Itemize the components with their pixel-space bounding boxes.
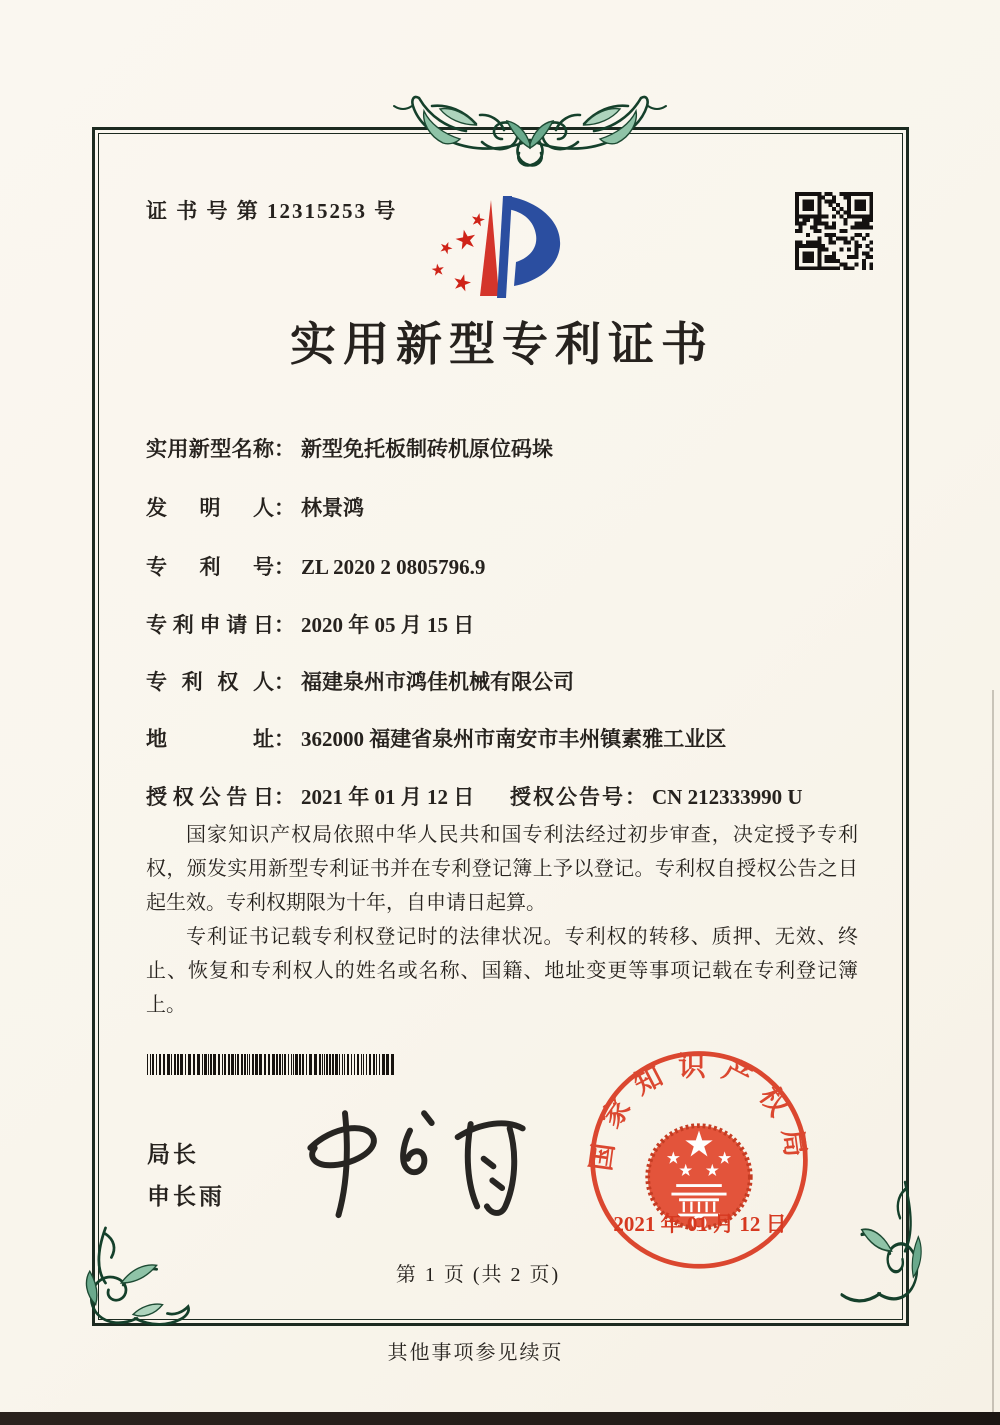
seal-date: 2021 年 01 月 12 日 xyxy=(613,1212,787,1236)
field-row-patentee xyxy=(146,666,858,696)
legal-paragraph-2: 专利证书记载专利权登记时的法律状况。专利权的转移、质押、无效、终止、恢复和专利权人的姓名或名称、国籍、地址变更等事项记载在专利登记簿上。 xyxy=(146,926,858,1016)
field-colon: ： xyxy=(274,670,295,694)
seal-text: 国家知识产权局 xyxy=(585,1050,813,1173)
field-value: 362000 福建省泉州市南安市丰州镇素雅工业区 xyxy=(301,727,727,751)
field-value: 新型免托板制砖机原位码垛 xyxy=(301,437,553,461)
field-value: 林景鸿 xyxy=(301,496,364,520)
field-value: ZL 2020 2 0805796.9 xyxy=(301,555,486,579)
field-colon: ： xyxy=(274,727,295,751)
field-row-inventor xyxy=(146,492,858,522)
barcode xyxy=(147,1054,399,1075)
legal-text-block xyxy=(146,818,858,1022)
director-title: 局长 xyxy=(147,1141,199,1167)
field-row-address xyxy=(146,723,858,753)
field-grant-number xyxy=(510,781,803,811)
field-value: 福建泉州市鸿佳机械有限公司 xyxy=(301,670,574,694)
field-colon: ： xyxy=(274,785,295,809)
field-label: 专利权人 xyxy=(146,670,274,694)
field-row-filing-date xyxy=(146,609,858,639)
field-row-grant xyxy=(146,781,858,811)
scan-bottom-band xyxy=(0,1412,1000,1425)
scan-edge-shadow xyxy=(992,690,994,1412)
field-value: 2020 年 05 月 15 日 xyxy=(301,613,475,637)
field-label: 发明人 xyxy=(146,496,274,520)
continuation-note: 其他事项参见续页 xyxy=(387,1342,564,1364)
field-label: 实用新型名称 xyxy=(146,437,274,461)
page-number: 第 1 页 (共 2 页) xyxy=(395,1264,561,1286)
field-row-utility-model-name xyxy=(146,433,858,463)
legal-paragraph-1: 国家知识产权局依照中华人民共和国专利法经过初步审查，决定授予专利权，颁发实用新型专利证书并在专利登记簿上予以登记。专利权自授权公告之日起生效。专利权期限为十年，自申请日起算。 xyxy=(146,824,858,914)
field-colon: ： xyxy=(274,613,295,637)
field-label: 授权公告日 xyxy=(146,785,274,809)
certificate-title: 实用新型专利证书 xyxy=(290,319,714,370)
field-label: 授权公告号 xyxy=(510,785,625,809)
field-colon: ： xyxy=(274,555,295,579)
field-colon: ： xyxy=(625,785,646,809)
director-signature xyxy=(280,1098,540,1226)
field-colon: ： xyxy=(274,496,295,520)
field-row-patent-number xyxy=(146,551,858,581)
director-name: 申长雨 xyxy=(147,1183,225,1209)
field-label: 地址 xyxy=(146,727,274,751)
field-label: 专利号 xyxy=(146,555,274,579)
field-colon: ： xyxy=(274,437,295,461)
field-label: 专利申请日 xyxy=(146,613,274,637)
field-value: CN 212333990 U xyxy=(652,785,803,809)
cnipa-logo-icon xyxy=(424,184,572,310)
field-value: 2021 年 01 月 12 日 xyxy=(301,785,475,809)
qr-code xyxy=(795,192,873,270)
certificate-number: 证 书 号 第 12315253 号 xyxy=(146,199,398,223)
